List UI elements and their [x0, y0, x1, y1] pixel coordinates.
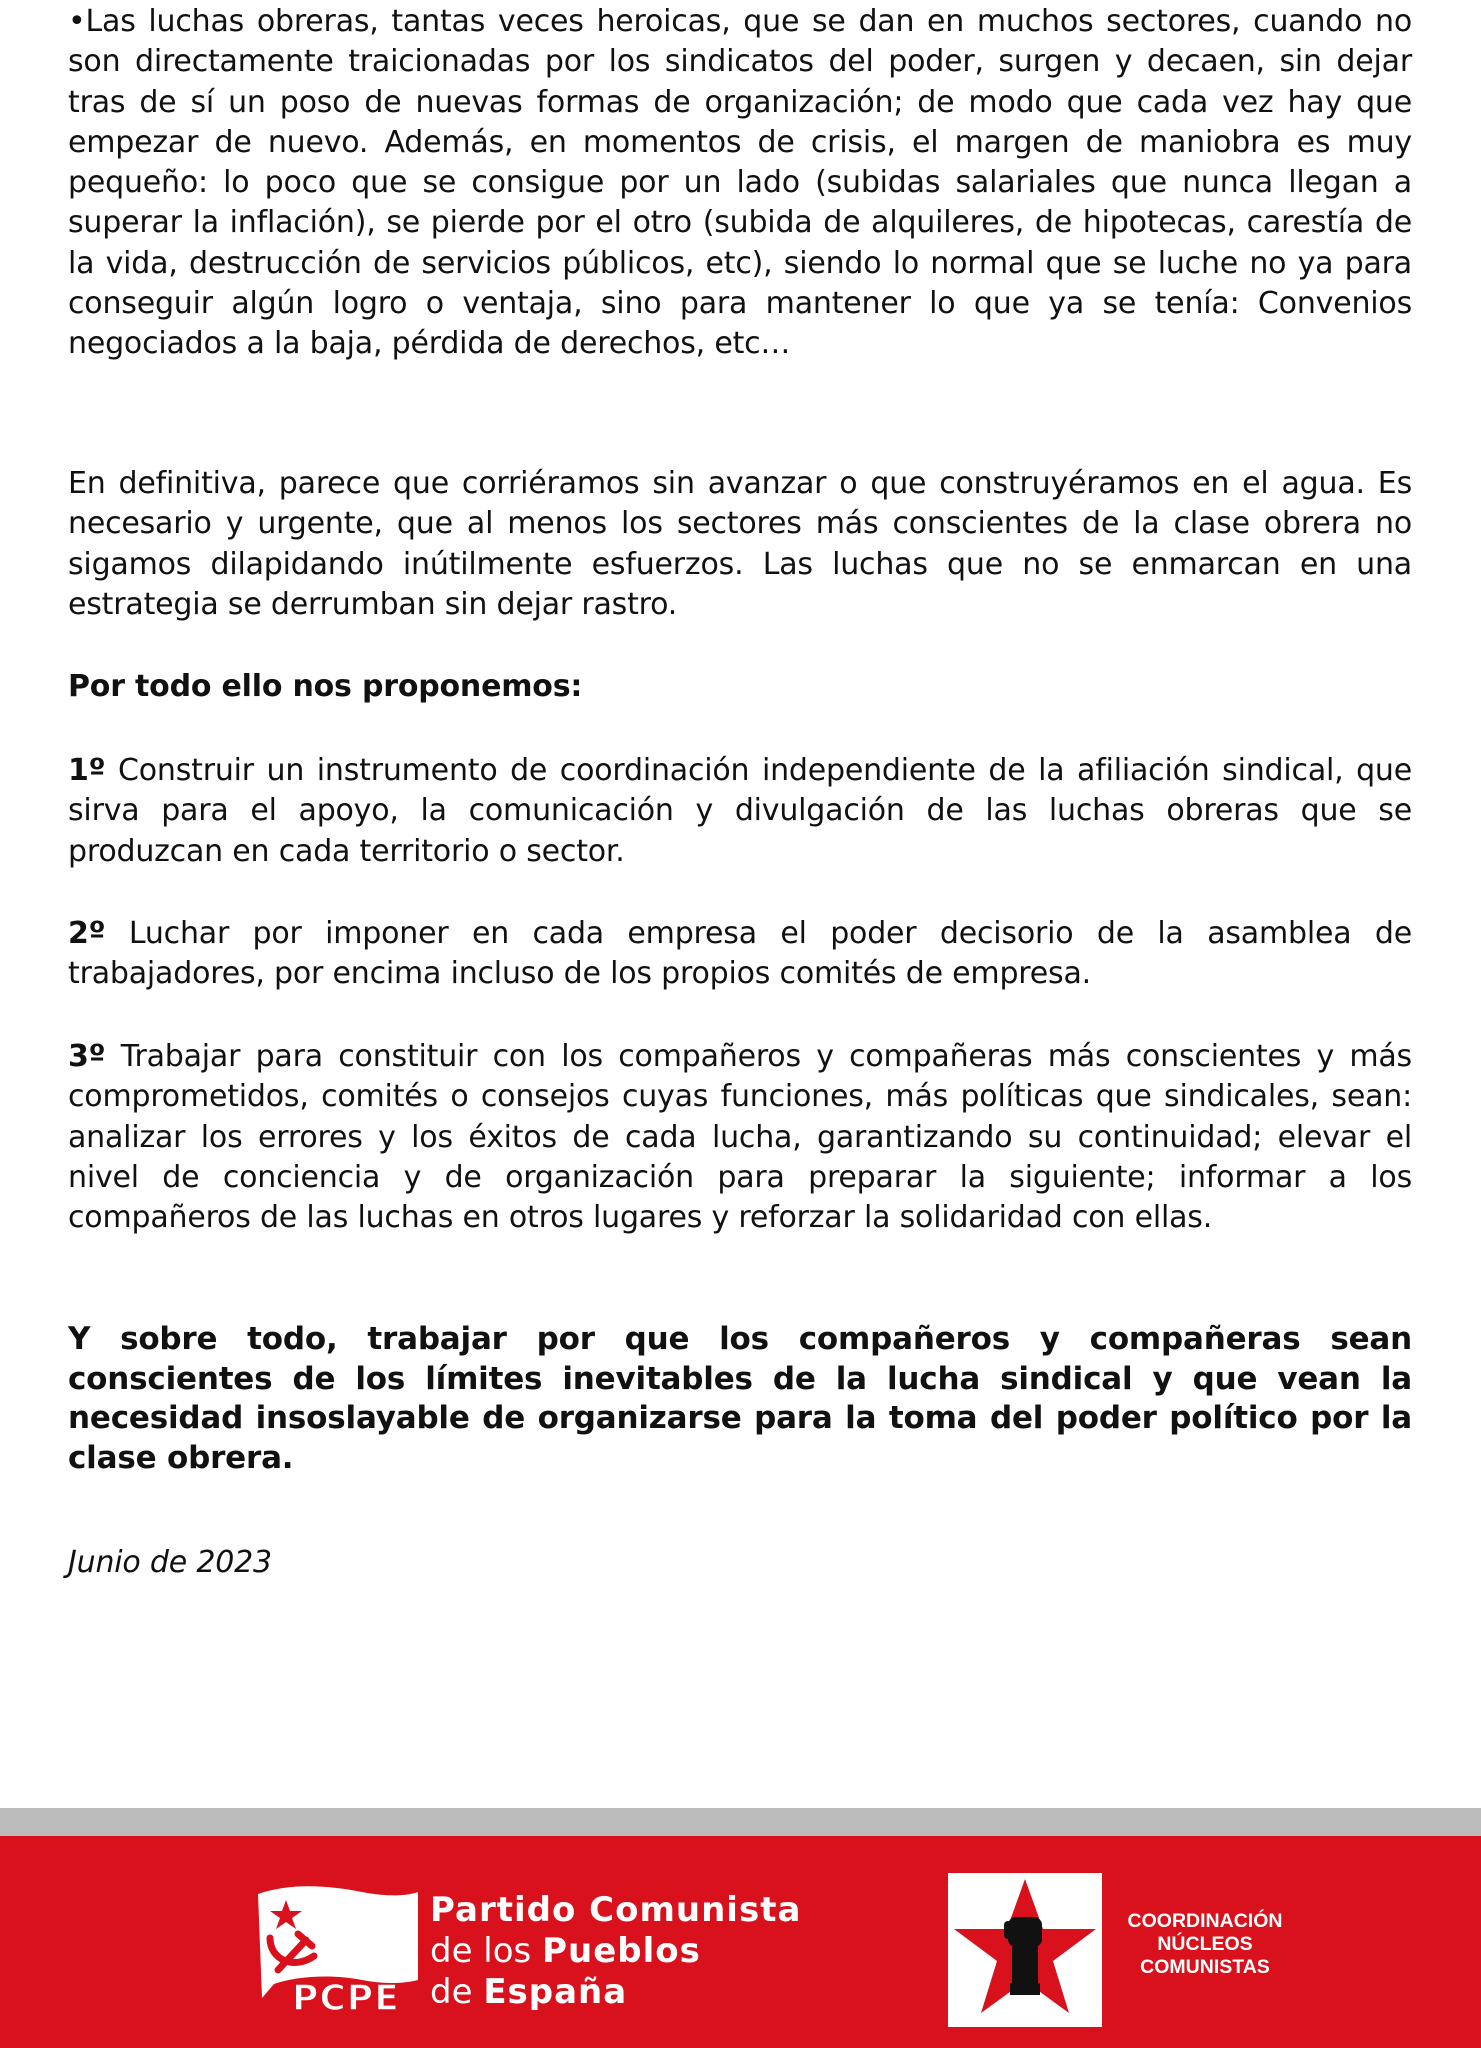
- ncc-line-1: COORDINACIÓN: [1127, 1910, 1283, 1932]
- pcpe-logo-text: PCPE: [292, 1978, 400, 2015]
- paragraph-en-definitiva: En definitiva, parece que corriéramos sin avanzar o que construyéramos en el agua. Es necesario y urgente, que al menos los sectores más conscientes de la clase obrera no sigamos dilapidando inútilmente esfuerzos. Las luchas que no se enmarcan en una estrategia se derrumban sin dejar rastro.: [68, 466, 1412, 622]
- ncc-name: [1110, 1910, 1300, 1979]
- pcpe-name: [430, 1890, 801, 2013]
- ncc-line-2: NÚCLEOS: [1157, 1933, 1253, 1955]
- ncc-line-3: COMUNISTAS: [1140, 1956, 1270, 1978]
- proposal-number: 2º: [68, 916, 106, 951]
- proposal-item-2: [68, 914, 1412, 995]
- proposal-text: Luchar por imponer en cada empresa el poder decisorio de la asamblea de trabajadores, por encima incluso de los propios comités de empresa.: [68, 916, 1412, 992]
- document-date: Junio de 2023: [68, 1545, 272, 1580]
- footer-divider-band: [0, 1808, 1481, 1836]
- pcpe-name-line-3: de España: [430, 1972, 628, 2012]
- paragraph-luchas-obreras: •Las luchas obreras, tantas veces heroicas, que se dan en muchos sectores, cuando no son directamente traicionadas por los sindicatos del poder, surgen y decaen, sin dejar tras de sí un poso de nuevas formas de organización; de modo que cada vez hay que empezar de nuevo. Además, en momentos de crisis, el margen de maniobra es muy pequeño: lo poco que se consigue por un lado (subidas salariales que nunca llegan a superar la inflación), se pierde por el otro (subida de alquileres, de hipotecas, carestía de la vida, destrucción de servicios públicos, etc), siendo lo normal que se luche no ya para conseguir algún logro o ventaja, sino para mantener lo que ya se tenía: Convenios negociados a la baja, pérdida de derechos, etc…: [68, 4, 1412, 362]
- proposal-text: Trabajar para constituir con los compañeros y compañeras más conscientes y más comprometidos, comités o consejos cuyas funciones, más políticas que sindicales, sean: analizar los errores y los éxitos de cada lucha, garantizando su continuidad; elevar el nivel de conciencia y de organización para preparar la siguiente; informar a los compañeros de las luchas en otros lugares y reforzar la solidaridad con ellas.: [68, 1039, 1412, 1236]
- pcpe-name-line-2: de los Pueblos: [430, 1931, 701, 1971]
- section-heading: Por todo ello nos proponemos:: [68, 669, 583, 704]
- proposal-number: 3º: [68, 1039, 106, 1074]
- proposal-item-1: [68, 751, 1412, 872]
- ncc-logo: [948, 1873, 1102, 2027]
- pcpe-logo: [252, 1880, 422, 2015]
- proposal-item-3: [68, 1037, 1412, 1238]
- pcpe-name-line-1: Partido Comunista: [430, 1890, 802, 1930]
- proposal-number: 1º: [68, 753, 106, 788]
- proposal-text: Construir un instrumento de coordinación independiente de la afiliación sindical, que sirva para el apoyo, la comunicación y divulgación de las luchas obreras que se produzcan en cada territorio o sector.: [68, 753, 1412, 869]
- closing-statement: Y sobre todo, trabajar por que los compañeros y compañeras sean conscientes de los límites inevitables de la lucha sindical y que vean la necesidad insoslayable de organizarse para la toma del poder político por la clase obrera.: [68, 1321, 1412, 1476]
